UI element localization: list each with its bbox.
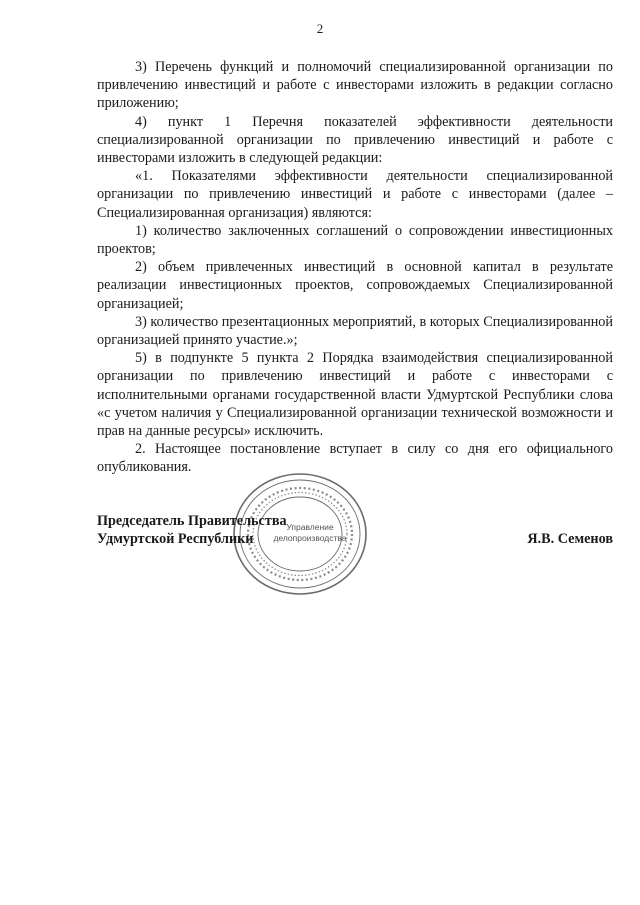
- signatory-position: [97, 512, 287, 548]
- page-number: 2: [316, 21, 324, 36]
- document-body: [97, 58, 613, 477]
- paragraph-item-3: 3) Перечень функций и полномочий специализированной организации по привлечению инвестиций и работе с инвесторами изложить в редакции согласно приложению;: [97, 59, 613, 112]
- paragraph-indicator-3: 3) количество презентационных мероприятий, в которых Специализированной организацией принято участие.»;: [97, 313, 613, 349]
- signatory-position-line1: Председатель Правительства: [97, 513, 287, 529]
- paragraph-indicators-intro: «1. Показателями эффективности деятельности специализированной организации по привлечению инвестиций и работе с инвесторами (далее – Специализированная организация) являются:: [97, 168, 613, 221]
- paragraph-indicator-1: 1) количество заключенных соглашений о сопровождении инвестиционных проектов;: [97, 222, 613, 258]
- paragraph-effective-date: 2. Настоящее постановление вступает в силу со дня его официального опубликования.: [97, 441, 613, 476]
- stamp-center-line2: делопроизводства: [273, 533, 347, 543]
- paragraph-item-5: 5) в подпункте 5 пункта 2 Порядка взаимодействия специализированной организации по привлечению инвестиций и работе с инвесторами с исполнительными органами государственной власти Удмуртской Республики слова «с учетом наличия у Специализированной организации технической возможности и прав на данные ресурсы» исключить.: [97, 350, 613, 440]
- signatory-name: Я.В. Семенов: [527, 531, 613, 547]
- paragraph-indicator-2: 2) объем привлеченных инвестиций в основной капитал в результате реализации инвестиционных проектов, сопровождаемых Специализированной организацией;: [97, 259, 613, 312]
- paragraph-item-4: 4) пункт 1 Перечня показателей эффективности деятельности специализированной организации по привлечению инвестиций и работе с инвесторами изложить в следующей редакции:: [97, 113, 613, 167]
- stamp-center-line1: Управление: [286, 522, 334, 532]
- signatory-position-line2: Удмуртской Республики: [97, 531, 254, 548]
